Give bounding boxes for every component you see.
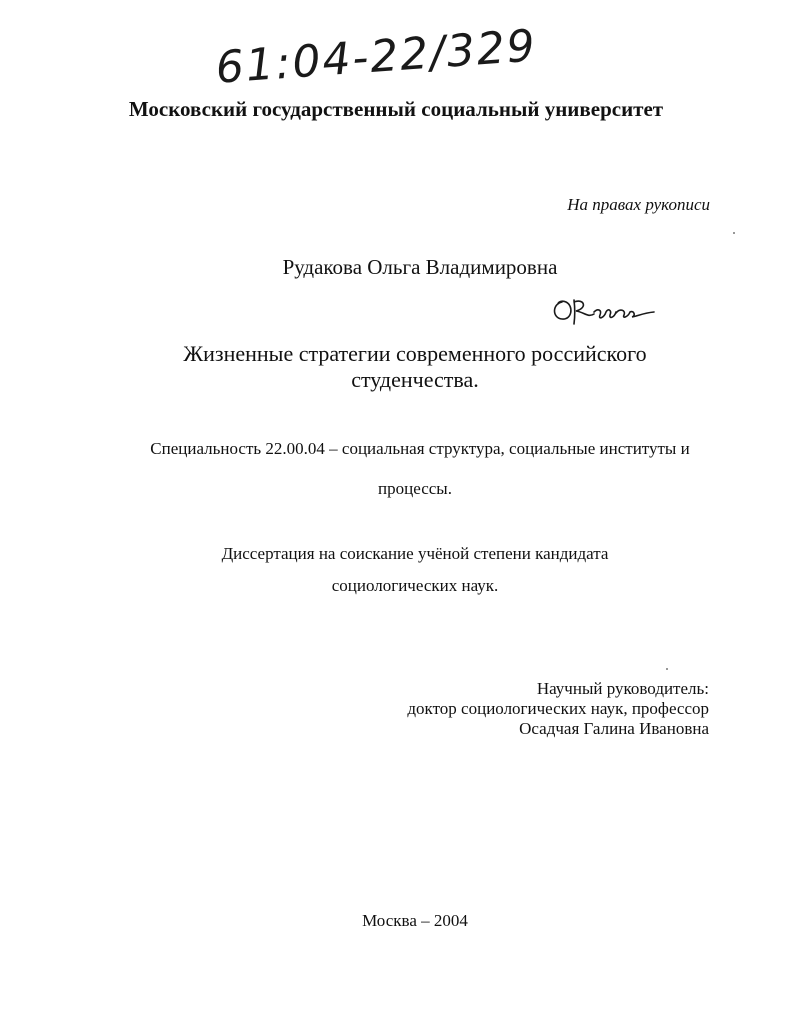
author-name: Рудакова Ольга Владимировна: [282, 255, 558, 279]
author-signature: [548, 288, 658, 332]
title-line-2: студенчества.: [351, 367, 479, 392]
archive-number-drawing: [0, 0, 792, 90]
handwritten-archive-number: [0, 0, 792, 90]
archive-number-text: 61:04-22/329: [214, 20, 539, 90]
scan-speck: [733, 232, 735, 234]
scan-speck: [666, 668, 668, 670]
dissertation-title: [0, 341, 792, 393]
supervisor-label: Научный руководитель:: [536, 679, 709, 698]
specialty-line-2: процессы.: [378, 479, 452, 498]
university-name: Московский государственный социальный университет: [128, 97, 664, 121]
signature-text: ОРудак: [548, 288, 552, 289]
supervisor-degree: доктор социологических наук, профессор: [407, 699, 709, 718]
dissertation-degree-line-2: социологических наук.: [331, 576, 499, 595]
city-year: Москва – 2004: [362, 911, 468, 930]
title-line-1: Жизненные стратегии современного российского: [183, 341, 647, 366]
scientific-supervisor: [407, 679, 709, 739]
supervisor-name: Осадчая Галина Ивановна: [519, 719, 709, 738]
specialty-line-1: Специальность 22.00.04 – социальная структура, социальные институты и: [150, 439, 690, 458]
signature-drawing: [548, 288, 658, 332]
dissertation-degree-line-1: Диссертация на соискание учёной степени кандидата: [221, 544, 609, 563]
manuscript-rights-note: На правах рукописи: [567, 195, 710, 214]
